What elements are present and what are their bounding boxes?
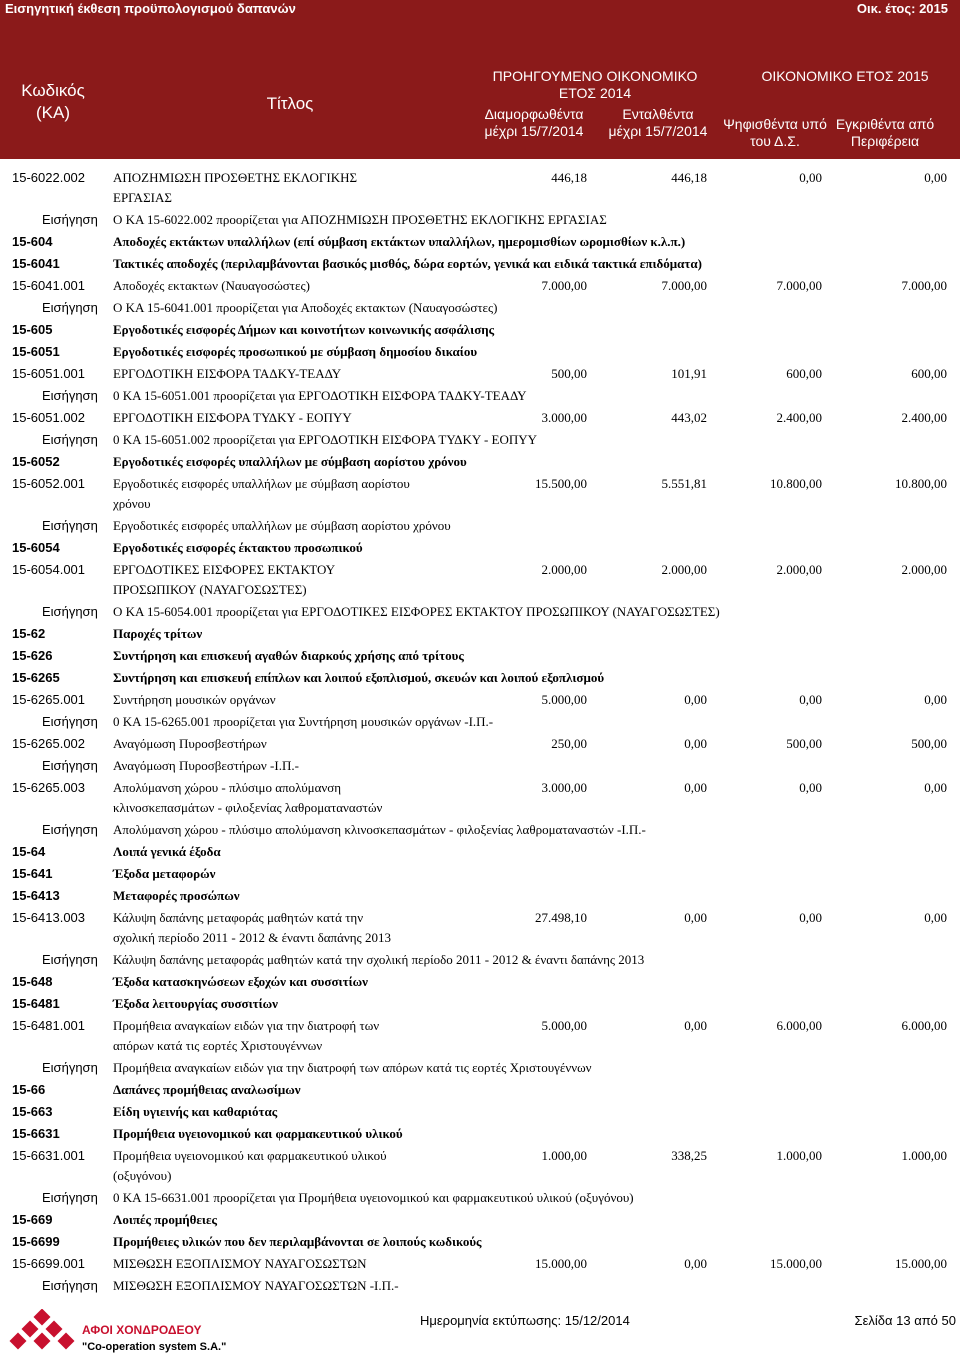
header-committed-line1: Ενταλθέντα (622, 106, 694, 122)
recommendation-label: Εισήγηση (42, 952, 98, 967)
header-prev-year (470, 68, 720, 102)
voted-value: 15.000,00 (770, 1256, 822, 1271)
row-code: 15-6051.001 (12, 366, 86, 381)
row-title: Εργοδοτικές εισφορές έκτακτου προσωπικού (113, 540, 363, 555)
row-title: Συντήρηση και επισκευή αγαθών διαρκούς χρήσης από τρίτους (113, 648, 464, 663)
header-formed-line1: Διαμορφωθέντα (484, 106, 584, 122)
header-prev-line2: ΕΤΟΣ 2014 (558, 85, 632, 101)
recommendation-row (0, 952, 960, 972)
recommendation-text: Απολύμανση χώρου - πλύσιμο απολύμανση κλινοσκεπασμάτων - φιλοξενίας λαθροματαναστών -Ι.Π.- (113, 822, 646, 837)
page-footer (0, 1305, 960, 1356)
row-title: Δαπάνες προμήθειας αναλωσίμων (113, 1082, 301, 1097)
budget-row (0, 670, 960, 690)
row-code: 15-6481 (12, 996, 60, 1011)
recommendation-text: 0 ΚΑ 15-6265.001 προορίζεται για Συντήρηση μουσικών οργάνων -Ι.Π.- (113, 714, 494, 729)
voted-value: 0,00 (799, 910, 822, 925)
company-logo (6, 1309, 86, 1355)
header-code-line1: Κωδικός (21, 81, 85, 100)
prev-committed-value: 0,00 (684, 692, 707, 707)
prev-formed-value: 2.000,00 (541, 562, 587, 577)
recommendation-label: Εισήγηση (42, 300, 98, 315)
prev-committed-value: 0,00 (684, 910, 707, 925)
prev-formed-value: 3.000,00 (541, 780, 587, 795)
approved-value: 0,00 (924, 170, 947, 185)
approved-value: 7.000,00 (901, 278, 947, 293)
print-date: Ημερομηνία εκτύπωσης: 15/12/2014 (420, 1313, 630, 1328)
row-code: 15-66 (12, 1082, 46, 1097)
recommendation-row (0, 822, 960, 842)
budget-row (0, 736, 960, 756)
recommendation-label: Εισήγηση (42, 388, 98, 403)
row-title: Είδη υγιεινής και καθαριότας (113, 1104, 278, 1119)
recommendation-text: 0 ΚΑ 15-6631.001 προορίζεται για Προμήθεια υγειονομικού και φαρμακευτικού υλικού (οξυγόνου) (113, 1190, 634, 1205)
approved-value: 600,00 (911, 366, 947, 381)
row-code: 15-6413.003 (12, 910, 86, 925)
row-title: Συντήρηση μουσικών οργάνων (113, 692, 276, 707)
approved-value: 0,00 (924, 692, 947, 707)
prev-committed-value: 446,18 (671, 170, 707, 185)
recommendation-label: Εισήγηση (42, 822, 98, 837)
row-code: 15-641 (12, 866, 53, 881)
row-title: Αποδοχές εκτάκτων υπαλλήλων (επί σύμβαση εκτάκτων υπαλλήλων, ημερομισθίων ωρομισθίων κ.λ.π.) (113, 234, 686, 249)
recommendation-label: Εισήγηση (42, 758, 98, 773)
prev-committed-value: 0,00 (684, 1256, 707, 1271)
prev-committed-value: 101,91 (671, 366, 707, 381)
row-title: Λοιπά γενικά έξοδα (113, 844, 221, 859)
row-code: 15-6413 (12, 888, 60, 903)
approved-value: 500,00 (911, 736, 947, 751)
row-title: Προμήθεια υγειονομικού και φαρμακευτικού υλικού (113, 1126, 403, 1141)
budget-row (0, 1018, 960, 1053)
budget-row (0, 1148, 960, 1183)
row-code: 15-6041 (12, 256, 60, 271)
recommendation-row (0, 714, 960, 734)
recommendation-text: Ο ΚΑ 15-6054.001 προορίζεται για ΕΡΓΟΔΟΤΙΚΕΣ ΕΙΣΦΟΡΕΣ ΕΚΤΑΚΤΟΥ ΠΡΟΣΩΠΙΚΟΥ (ΝΑΥΑΓΟΣΩΣΤΕΣ) (113, 604, 720, 619)
budget-row (0, 410, 960, 430)
row-title: Τακτικές αποδοχές (περιλαμβάνονται βασικός μισθός, δώρα εορτών, γενικά και ειδικά τακτικά επιδόματα) (113, 256, 702, 271)
budget-row (0, 648, 960, 668)
row-title-line2: χρόνου (113, 496, 151, 511)
row-title-line2: κλινοσκεπασμάτων - φιλοξενίας λαθροματαναστών (113, 800, 383, 815)
row-title: Εργοδοτικές εισφορές προσωπικού με σύμβαση δημοσίου δικαίου (113, 344, 478, 359)
budget-row (0, 278, 960, 298)
approved-value: 2.400,00 (901, 410, 947, 425)
row-title: Παροχές τρίτων (113, 626, 203, 641)
prev-formed-value: 27.498,10 (535, 910, 587, 925)
prev-formed-value: 7.000,00 (541, 278, 587, 293)
prev-formed-value: 3.000,00 (541, 410, 587, 425)
row-code: 15-626 (12, 648, 53, 663)
header-title: Τίτλος (266, 94, 314, 113)
budget-row (0, 1212, 960, 1232)
budget-row (0, 366, 960, 386)
row-title: Εργοδοτικές εισφορές υπαλλήλων με σύμβαση αορίστου (113, 476, 410, 491)
page-number: Σελίδα 13 από 50 (854, 1313, 956, 1328)
row-code: 15-6022.002 (12, 170, 86, 185)
prev-committed-value: 0,00 (684, 1018, 707, 1033)
approved-value: 0,00 (924, 910, 947, 925)
row-title: Εργοδοτικές εισφορές υπαλλήλων με σύμβαση αορίστου χρόνου (113, 454, 467, 469)
row-title: Έξοδα λειτουργίας συσσιτίων (113, 996, 278, 1011)
header-voted-line2: του Δ.Σ. (750, 133, 800, 149)
voted-value: 2.000,00 (776, 562, 822, 577)
header-code-line2: (ΚΑ) (36, 103, 70, 122)
voted-value: 10.800,00 (770, 476, 822, 491)
budget-row (0, 866, 960, 886)
row-title: Κάλυψη δαπάνης μεταφοράς μαθητών κατά την (113, 910, 364, 925)
row-title: ΕΡΓΟΔΟΤΙΚΗ ΕΙΣΦΟΡΑ ΤΑΔΚΥ-ΤΕΑΔΥ (113, 366, 342, 381)
prev-committed-value: 7.000,00 (661, 278, 707, 293)
row-title: ΕΡΓΟΔΟΤΙΚΗ ΕΙΣΦΟΡΑ ΤΥΔΚΥ - ΕΟΠΥΥ (113, 410, 352, 425)
recommendation-label: Εισήγηση (42, 1060, 98, 1075)
row-code: 15-604 (12, 234, 53, 249)
budget-row (0, 1082, 960, 1102)
voted-value: 600,00 (786, 366, 822, 381)
header-current-year: ΟΙΚΟΝΟΜΙΚΟ ΕΤΟΣ 2015 (761, 68, 929, 84)
row-code: 15-64 (12, 844, 46, 859)
row-title-line2: σχολική περίοδο 2011 - 2012 & έναντι δαπάνης 2013 (113, 930, 391, 945)
header-formed-line2: μέχρι 15/7/2014 (484, 123, 584, 139)
voted-value: 0,00 (799, 692, 822, 707)
prev-committed-value: 5.551,81 (661, 476, 707, 491)
prev-formed-value: 5.000,00 (541, 692, 587, 707)
recommendation-row (0, 388, 960, 408)
recommendation-row (0, 604, 960, 624)
prev-formed-value: 446,18 (551, 170, 587, 185)
budget-row (0, 910, 960, 945)
voted-value: 0,00 (799, 780, 822, 795)
budget-row (0, 1126, 960, 1146)
row-code: 15-6699.001 (12, 1256, 86, 1271)
table-header (0, 18, 960, 159)
row-code: 15-6265.003 (12, 780, 86, 795)
budget-row (0, 344, 960, 364)
row-code: 15-6054.001 (12, 562, 86, 577)
row-code: 15-663 (12, 1104, 53, 1119)
row-code: 15-6699 (12, 1234, 60, 1249)
row-title: Εργοδοτικές εισφορές Δήμων και κοινοτήτων κοινωνικής ασφάλισης (113, 322, 495, 337)
recommendation-label: Εισήγηση (42, 714, 98, 729)
company-name: ΑΦΟΙ ΧΟΝΔΡΟΔΕΟΥ (82, 1323, 202, 1337)
header-prev-line1: ΠΡΟΗΓΟΥΜΕΝΟ ΟΙΚΟΝΟΜΙΚΟ (492, 68, 698, 84)
prev-formed-value: 1.000,00 (541, 1148, 587, 1163)
header-committed-line2: μέχρι 15/7/2014 (608, 123, 708, 139)
row-title: Συντήρηση και επισκευή επίπλων και λοιπού εξοπλισμού, σκευών και λοιπού εξοπλισμού (113, 670, 605, 685)
budget-row (0, 454, 960, 474)
voted-value: 500,00 (786, 736, 822, 751)
row-code: 15-648 (12, 974, 53, 989)
row-code: 15-605 (12, 322, 53, 337)
header-voted (710, 116, 840, 150)
budget-row (0, 844, 960, 864)
row-title: Αποδοχές εκτακτων (Ναυαγοσώστες) (113, 278, 310, 293)
row-code: 15-6054 (12, 540, 60, 555)
prev-committed-value: 338,25 (671, 1148, 707, 1163)
system-name: "Co-operation system S.A." (82, 1341, 227, 1353)
row-code: 15-6265 (12, 670, 60, 685)
recommendation-label: Εισήγηση (42, 1190, 98, 1205)
budget-row (0, 888, 960, 908)
budget-row (0, 256, 960, 276)
row-code: 15-6481.001 (12, 1018, 86, 1033)
recommendation-row (0, 300, 960, 320)
prev-committed-value: 0,00 (684, 780, 707, 795)
budget-row (0, 626, 960, 646)
prev-formed-value: 500,00 (551, 366, 587, 381)
row-title-line2: (οξυγόνου) (113, 1168, 172, 1183)
row-title: Αναγόμωση Πυροσβεστήρων (113, 736, 267, 751)
row-code: 15-6051 (12, 344, 60, 359)
prev-formed-value: 250,00 (551, 736, 587, 751)
recommendation-row (0, 518, 960, 538)
recommendation-text: 0 ΚΑ 15-6051.001 προορίζεται για ΕΡΓΟΔΟΤΙΚΗ ΕΙΣΦΟΡΑ ΤΑΔΚΥ-ΤΕΑΔΥ (113, 388, 527, 403)
recommendation-text: 0 ΚΑ 15-6051.002 προορίζεται για ΕΡΓΟΔΟΤΙΚΗ ΕΙΣΦΟΡΑ ΤΥΔΚΥ - ΕΟΠΥΥ (113, 432, 538, 447)
recommendation-row (0, 212, 960, 232)
recommendation-label: Εισήγηση (42, 518, 98, 533)
recommendation-text: Κάλυψη δαπάνης μεταφοράς μαθητών κατά την σχολική περίοδο 2011 - 2012 & έναντι δαπάνης 2013 (113, 952, 645, 967)
budget-row (0, 692, 960, 712)
row-code: 15-6052 (12, 454, 60, 469)
approved-value: 15.000,00 (895, 1256, 947, 1271)
row-title: Προμήθεια αναγκαίων ειδών για την διατροφή των (113, 1018, 380, 1033)
header-approved-line2: Περιφέρεια (850, 133, 920, 149)
budget-row (0, 996, 960, 1016)
recommendation-text: Εργοδοτικές εισφορές υπαλλήλων με σύμβαση αορίστου χρόνου (113, 518, 451, 533)
prev-formed-value: 15.500,00 (535, 476, 587, 491)
approved-value: 1.000,00 (901, 1148, 947, 1163)
row-title: Έξοδα κατασκηνώσεων εξοχών και συσσιτίων (113, 974, 368, 989)
row-title: Απολύμανση χώρου - πλύσιμο απολύμανση (113, 780, 342, 795)
header-separator (0, 159, 960, 162)
recommendation-row (0, 1190, 960, 1210)
recommendation-row (0, 758, 960, 778)
recommendation-row (0, 432, 960, 452)
fiscal-year: Οικ. έτος: 2015 (856, 1, 948, 16)
header-approved-line1: Εγκριθέντα από (835, 116, 935, 132)
prev-committed-value: 443,02 (671, 410, 707, 425)
header-formed (470, 106, 598, 140)
row-code: 15-6041.001 (12, 278, 86, 293)
row-code: 15-6265.001 (12, 692, 86, 707)
row-title-line2: ΠΡΟΣΩΠΙΚΟΥ (ΝΑΥΑΓΟΣΩΣΤΕΣ) (113, 582, 307, 597)
budget-row (0, 476, 960, 511)
header-committed (598, 106, 718, 140)
row-title: Μεταφορές προσώπων (113, 888, 240, 903)
budget-row (0, 1256, 960, 1276)
budget-row (0, 780, 960, 815)
row-title: Λοιπές προμήθειες (113, 1212, 217, 1227)
row-code: 15-6265.002 (12, 736, 86, 751)
prev-formed-value: 15.000,00 (535, 1256, 587, 1271)
recommendation-label: Εισήγηση (42, 604, 98, 619)
row-code: 15-669 (12, 1212, 53, 1227)
row-code: 15-6052.001 (12, 476, 86, 491)
budget-row (0, 234, 960, 254)
recommendation-row (0, 1060, 960, 1080)
row-title: ΜΙΣΘΩΣΗ ΕΞΟΠΛΙΣΜΟΥ ΝΑΥΑΓΟΣΩΣΤΩΝ (113, 1256, 367, 1271)
row-title: ΑΠΟΖΗΜΙΩΣΗ ΠΡΟΣΘΕΤΗΣ ΕΚΛΟΓΙΚΗΣ (113, 170, 358, 185)
recommendation-text: Ο ΚΑ 15-6041.001 προορίζεται για Αποδοχές εκτακτων (Ναυαγοσώστες) (113, 300, 498, 315)
row-title: ΕΡΓΟΔΟΤΙΚΕΣ ΕΙΣΦΟΡΕΣ ΕΚΤΑΚΤΟΥ (113, 562, 336, 577)
header-approved (830, 116, 940, 150)
approved-value: 2.000,00 (901, 562, 947, 577)
voted-value: 2.400,00 (776, 410, 822, 425)
budget-row (0, 540, 960, 560)
voted-value: 0,00 (799, 170, 822, 185)
recommendation-text: Ο ΚΑ 15-6022.002 προορίζεται για ΑΠΟΖΗΜΙΩΣΗ ΠΡΟΣΘΕΤΗΣ ΕΚΛΟΓΙΚΗΣ ΕΡΓΑΣΙΑΣ (113, 212, 607, 227)
header-voted-line1: Ψηφισθέντα υπό (723, 116, 827, 132)
row-title: Έξοδα μεταφορών (113, 866, 216, 881)
row-title: Προμήθεια υγειονομικού και φαρμακευτικού υλικού (113, 1148, 387, 1163)
approved-value: 6.000,00 (901, 1018, 947, 1033)
recommendation-row (0, 1278, 960, 1298)
approved-value: 0,00 (924, 780, 947, 795)
prev-committed-value: 2.000,00 (661, 562, 707, 577)
budget-row (0, 322, 960, 342)
row-code: 15-6631 (12, 1126, 60, 1141)
row-code: 15-6631.001 (12, 1148, 86, 1163)
budget-row (0, 562, 960, 597)
recommendation-text: Προμήθεια αναγκαίων ειδών για την διατροφή των απόρων κατά τις εορτές Χριστουγέννων (113, 1060, 592, 1075)
budget-row (0, 1234, 960, 1254)
row-title-line2: απόρων κατά τις εορτές Χριστουγέννων (113, 1038, 323, 1053)
recommendation-label: Εισήγηση (42, 212, 98, 227)
recommendation-text: Αναγόμωση Πυροσβεστήρων -Ι.Π.- (113, 758, 299, 773)
voted-value: 6.000,00 (776, 1018, 822, 1033)
report-title: Εισηγητική έκθεση προϋπολογισμού δαπανών (5, 1, 296, 16)
recommendation-text: ΜΙΣΘΩΣΗ ΕΞΟΠΛΙΣΜΟΥ ΝΑΥΑΓΟΣΩΣΤΩΝ -Ι.Π.- (113, 1278, 399, 1293)
prev-formed-value: 5.000,00 (541, 1018, 587, 1033)
recommendation-label: Εισήγηση (42, 432, 98, 447)
row-code: 15-62 (12, 626, 46, 641)
recommendation-label: Εισήγηση (42, 1278, 98, 1293)
header-code (8, 80, 98, 124)
top-bar (0, 0, 960, 18)
row-title-line2: ΕΡΓΑΣΙΑΣ (113, 190, 172, 205)
budget-row (0, 170, 960, 205)
voted-value: 1.000,00 (776, 1148, 822, 1163)
prev-committed-value: 0,00 (684, 736, 707, 751)
approved-value: 10.800,00 (895, 476, 947, 491)
row-title: Προμήθειες υλικών που δεν περιλαμβάνονται σε λοιπούς κωδικούς (113, 1234, 482, 1249)
budget-row (0, 974, 960, 994)
voted-value: 7.000,00 (776, 278, 822, 293)
row-code: 15-6051.002 (12, 410, 86, 425)
budget-row (0, 1104, 960, 1124)
